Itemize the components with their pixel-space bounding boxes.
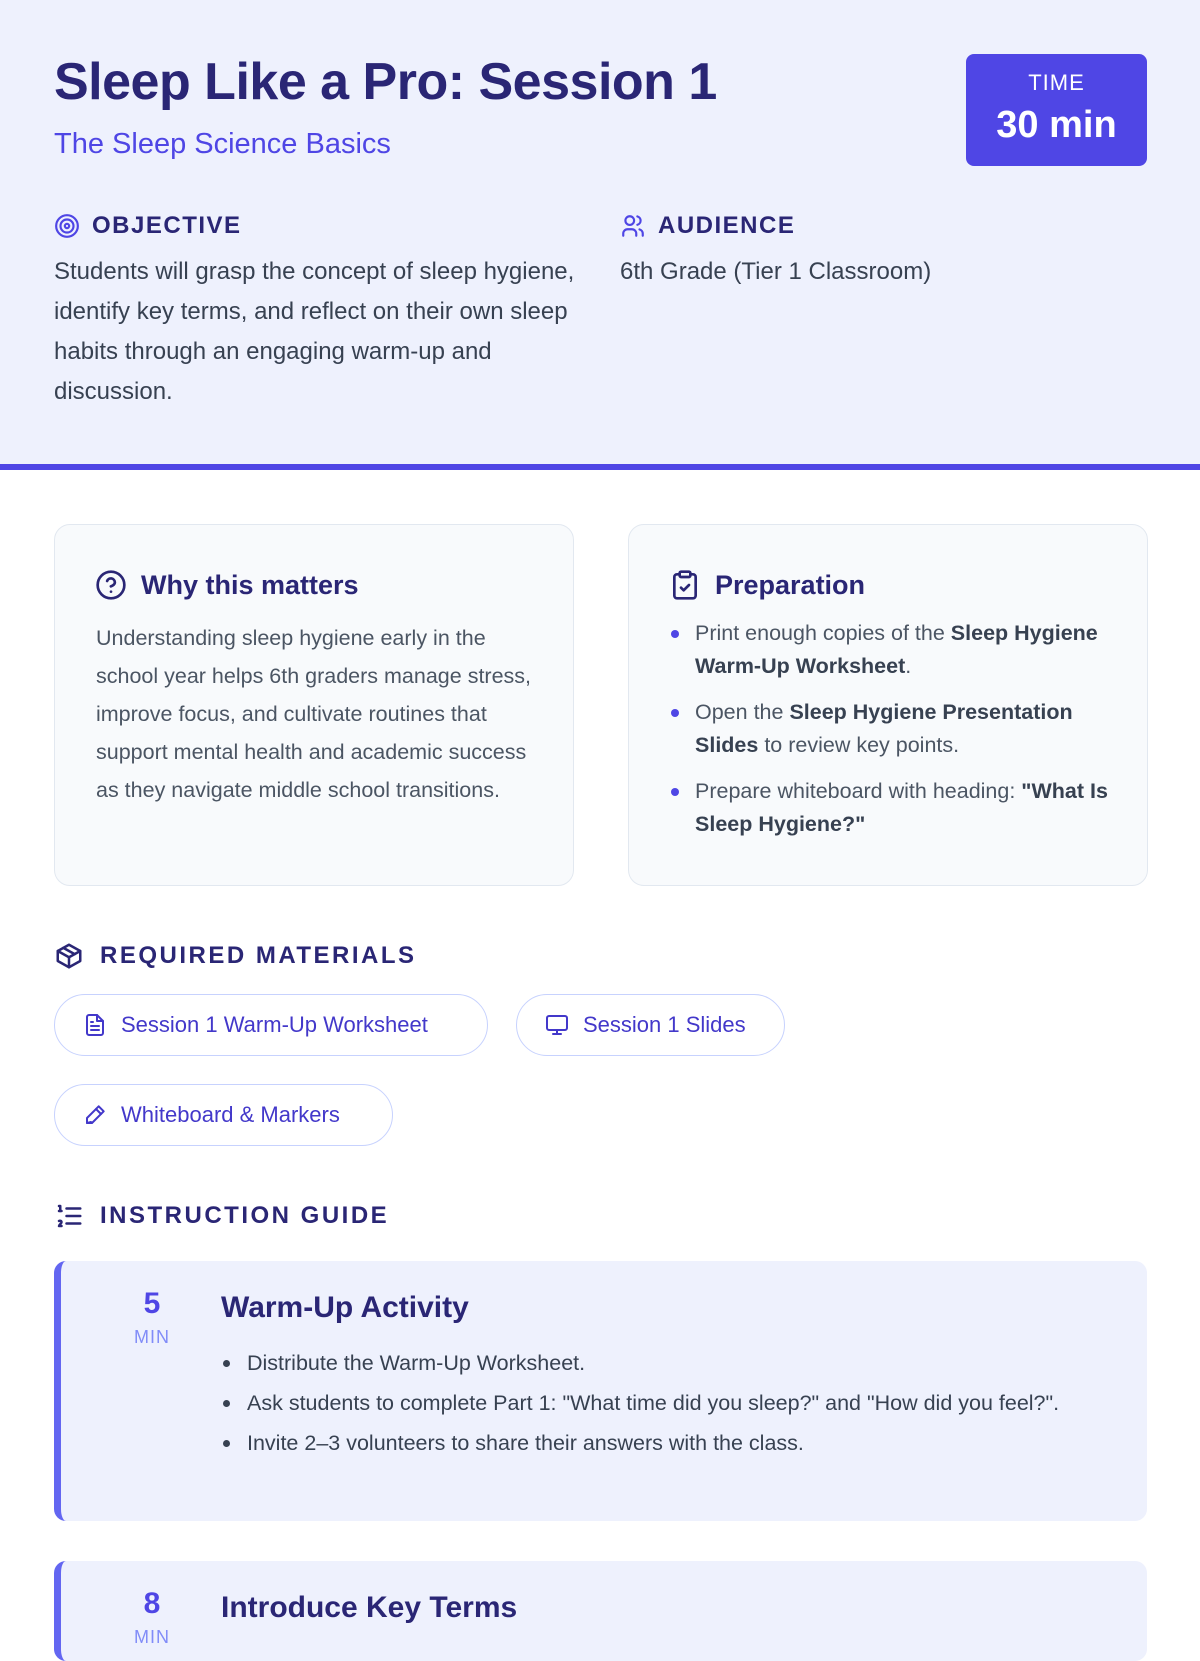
time-label: TIME [1028,70,1085,95]
audience-heading [620,212,795,240]
users-icon [620,213,646,239]
why-card [54,524,574,886]
material-label: Session 1 Warm-Up Worksheet [121,1012,428,1037]
page-subtitle: The Sleep Science Basics [54,128,391,160]
list-item: Print enough copies of the Sleep Hygiene Warm-Up Worksheet. [669,617,1117,683]
materials-heading-text: REQUIRED MATERIALS [100,942,417,969]
preparation-card [628,524,1148,886]
list-item: Prepare whiteboard with heading: "What Is Sleep Hygiene?" [669,775,1117,841]
clipboard-check-icon [669,569,701,601]
step-minutes: 5 [143,1287,161,1320]
objective-heading [54,212,242,240]
materials-heading [54,941,417,971]
step-title: Introduce Key Terms [221,1591,518,1624]
target-icon [54,213,80,239]
marker-icon [83,1103,107,1127]
preparation-list [669,617,1117,854]
numbered-list-icon [54,1201,84,1231]
step-minutes: 8 [143,1587,161,1620]
document-icon [83,1013,107,1037]
step-unit: MIN [134,1627,170,1647]
list-item: Invite 2–3 volunteers to share their answers with the class. [221,1427,1101,1460]
preparation-title-text: Preparation [715,569,866,600]
guide-heading [54,1201,389,1231]
guide-step [54,1261,1147,1521]
audience-label: AUDIENCE [658,212,796,239]
objective-label: OBJECTIVE [92,212,242,239]
material-label: Session 1 Slides [583,1012,746,1037]
step-title: Warm-Up Activity [221,1291,469,1324]
audience-text: 6th Grade (Tier 1 Classroom) [620,258,932,285]
list-item: Ask students to complete Part 1: "What time did you sleep?" and "How did you feel?". [221,1387,1101,1420]
time-badge [966,54,1147,166]
step-duration [115,1285,189,1348]
material-slides-link[interactable] [516,994,785,1056]
time-value: 30 min [996,104,1117,146]
list-item: Open the Sleep Hygiene Presentation Slides to review key points. [669,696,1117,762]
preparation-title [669,569,865,601]
package-icon [54,941,84,971]
step-duration [115,1585,189,1648]
page-title: Sleep Like a Pro: Session 1 [54,53,717,111]
step-list [221,1347,1101,1467]
step-unit: MIN [134,1327,170,1347]
material-worksheet-link[interactable] [54,994,488,1056]
why-title [95,569,359,601]
list-item: Distribute the Warm-Up Worksheet. [221,1347,1101,1380]
guide-heading-text: INSTRUCTION GUIDE [100,1202,390,1229]
help-circle-icon [95,569,127,601]
guide-step [54,1561,1147,1661]
monitor-icon [545,1013,569,1037]
material-whiteboard-link[interactable] [54,1084,393,1146]
page-header [0,0,1200,470]
why-title-text: Why this matters [141,569,359,600]
why-text: Understanding sleep hygiene early in the school year helps 6th graders manage stress, improve focus, and cultivate routines that support mental health and academic success as they navigate middle school transitions. [96,626,532,802]
material-label: Whiteboard & Markers [121,1102,340,1127]
objective-text: Students will grasp the concept of sleep hygiene, identify key terms, and reflect on their own sleep habits through an engaging warm-up and discussion. [54,258,575,405]
